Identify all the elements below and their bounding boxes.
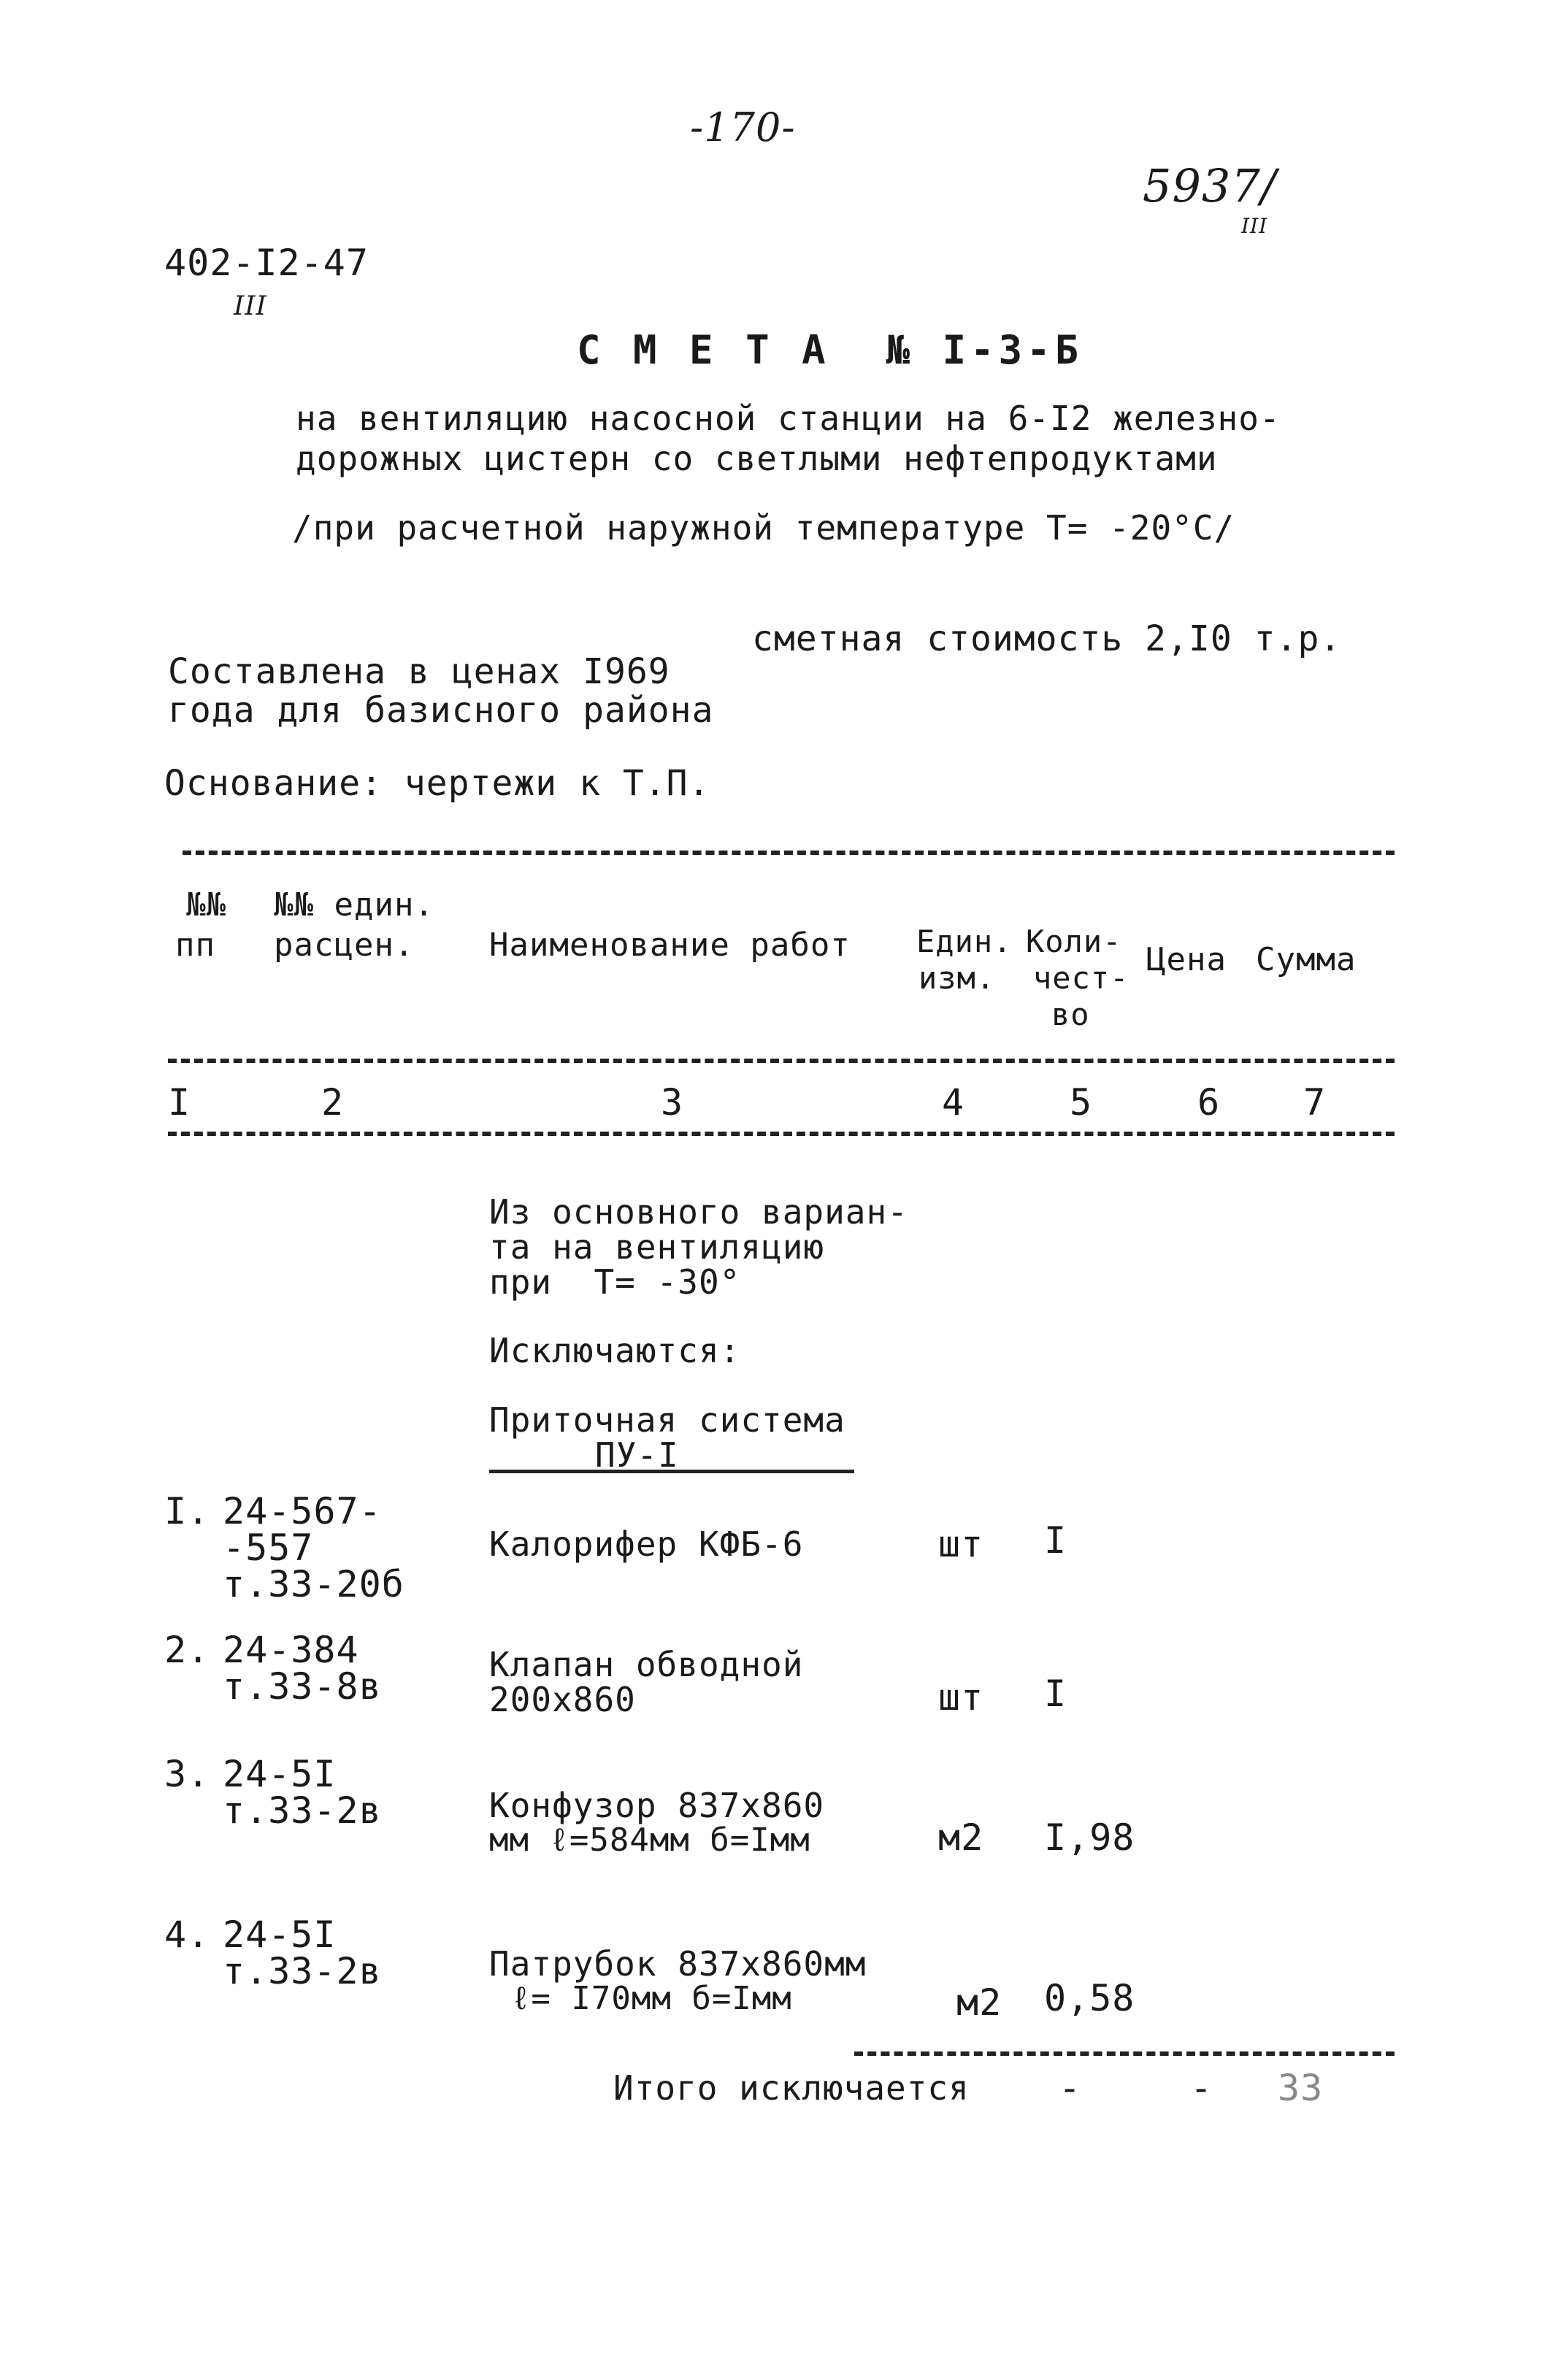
row-2-code-line2: т.33-8в: [223, 1665, 382, 1708]
compiled-line-2: года для базисного района: [168, 690, 714, 731]
col-number-7: 7: [1303, 1081, 1327, 1124]
archive-mark-sub: III: [1241, 214, 1268, 238]
document-code: 402-I2-47: [164, 242, 369, 284]
row-2-name-line2: 200х860: [489, 1680, 636, 1719]
row-2-name-line1: Клапан обводной: [489, 1645, 804, 1684]
subtitle-line-1: на вентиляцию насосной станции на 6-I2 железно-: [296, 399, 1281, 438]
col-number-5: 5: [1070, 1081, 1093, 1124]
total-rule: [854, 2051, 1395, 2056]
col-number-2: 2: [321, 1081, 345, 1124]
row-4-name-line2: ℓ= I70мм б=Iмм: [511, 1980, 792, 2017]
row-3-code-line1: 24-5I: [223, 1753, 337, 1795]
row-4-unit: м2: [956, 1981, 1002, 2024]
total-price-dash: -: [1059, 2067, 1082, 2109]
row-1-unit: шт: [938, 1523, 984, 1565]
header-col1-line2: пп: [175, 926, 215, 964]
row-4-name-line1: Патрубок 837х860мм: [489, 1944, 867, 1984]
header-col5-line2: чест-: [1033, 960, 1129, 996]
header-col3: Наименование работ: [489, 926, 851, 964]
row-1-code-line1: 24-567-: [223, 1490, 382, 1532]
excluded-heading: Исключаются:: [489, 1331, 741, 1370]
system-line-1: Приточная система: [489, 1400, 845, 1440]
compiled-line-1: Составлена в ценах I969: [168, 651, 670, 692]
row-2-qty: I: [1044, 1673, 1067, 1715]
row-4-qty: 0,58: [1044, 1977, 1135, 2019]
header-col4-line2: изм.: [918, 960, 996, 996]
row-2-code-line1: 24-384: [223, 1629, 359, 1671]
header-col6: Цена: [1146, 941, 1227, 978]
row-2-number: 2.: [164, 1629, 210, 1671]
col-number-3: 3: [661, 1081, 684, 1124]
row-1-code-line2: -557: [223, 1527, 314, 1569]
row-1-qty: I: [1044, 1519, 1067, 1562]
header-col7: Сумма: [1256, 941, 1357, 978]
section-line-1: Из основного вариан-: [489, 1192, 908, 1232]
col-number-1: I: [168, 1081, 191, 1124]
system-line-2: ПУ-I: [595, 1435, 679, 1475]
basis-line: Основание: чертежи к Т.П.: [164, 763, 710, 804]
header-col5-line3: во: [1051, 997, 1090, 1032]
row-4-number: 4.: [164, 1913, 210, 1956]
row-3-name-line2: мм ℓ=584мм б=Iмм: [489, 1822, 810, 1859]
row-3-unit: м2: [938, 1816, 984, 1859]
row-1-code-line3: т.33-20б: [223, 1563, 404, 1605]
header-col4-line1: Един.: [916, 924, 1013, 959]
estimate-title: С М Е Т А № I-3-Б: [577, 327, 1084, 373]
header-bottom-rule: [168, 1132, 1395, 1136]
subtitle-line-2: дорожных цистерн со светлыми нефтепродуктами: [296, 439, 1218, 478]
estimated-cost: сметная стоимость 2,I0 т.р.: [752, 618, 1342, 659]
row-3-qty: I,98: [1044, 1816, 1135, 1859]
header-col2-line1: №№ един.: [274, 886, 434, 924]
row-3-number: 3.: [164, 1753, 210, 1795]
header-mid-rule: [168, 1059, 1395, 1063]
header-col5-line1: Коли-: [1026, 924, 1122, 959]
row-1-name: Калорифер КФБ-6: [489, 1524, 804, 1564]
total-sum: 33: [1278, 2067, 1324, 2109]
total-label: Итого исключается: [613, 2068, 970, 2108]
page-number: -170-: [690, 104, 796, 150]
col-number-4: 4: [942, 1081, 965, 1124]
col-number-6: 6: [1197, 1081, 1221, 1124]
section-line-3: при Т= -30°: [489, 1262, 741, 1302]
document-code-sub: III: [234, 291, 267, 321]
subtitle-line-3: /при расчетной наружной температуре Т= -20°С/: [292, 508, 1235, 548]
header-top-rule: [183, 851, 1395, 855]
header-col2-line2: расцен.: [274, 926, 415, 964]
system-underline: [489, 1470, 854, 1473]
header-col1-line1: №№: [186, 886, 226, 924]
row-4-code-line2: т.33-2в: [223, 1950, 382, 1992]
row-3-code-line2: т.33-2в: [223, 1789, 382, 1832]
row-3-name-line1: Конфузор 837х860: [489, 1786, 825, 1825]
row-1-number: I.: [164, 1490, 210, 1532]
section-line-2: та на вентиляцию: [489, 1227, 825, 1267]
total-qty-dash: -: [1190, 2067, 1213, 2109]
row-2-unit: шт: [938, 1676, 984, 1719]
row-4-code-line1: 24-5I: [223, 1913, 337, 1956]
archive-mark: 5937/: [1143, 159, 1277, 212]
